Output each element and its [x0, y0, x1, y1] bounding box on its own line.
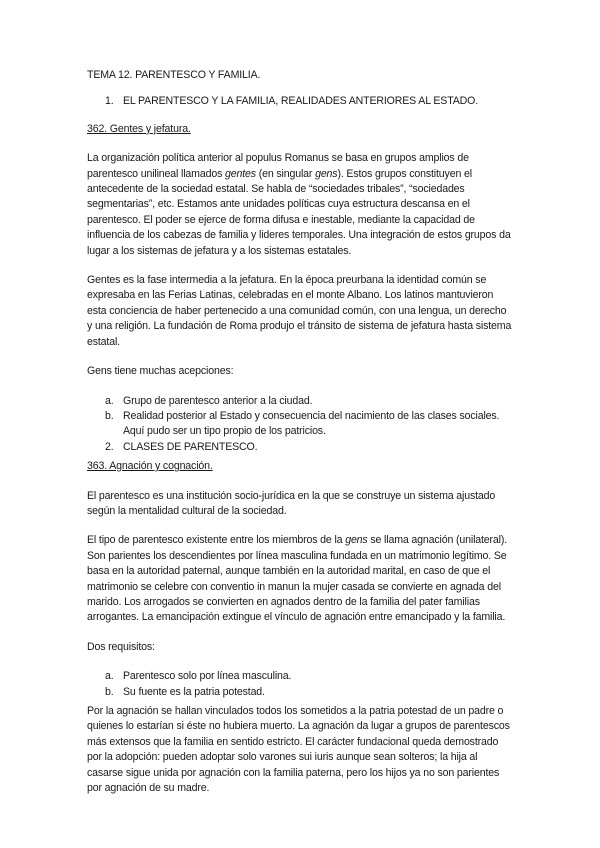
paragraph-acepciones-intro: Gens tiene muchas acepciones: [87, 365, 234, 378]
list-item [105, 685, 514, 700]
paragraph-parentesco: El parentesco es una institución socio-jurídica en la que se construye un sistema ajustado según la mentalidad cultural de la sociedad. [87, 489, 496, 517]
term-gens: gens [315, 167, 338, 180]
paragraph-gentes-part-c: ). Estos grupos constituyen el antecedente de la sociedad estatal. Se habla de “sociedades tribales”, “sociedades segmentarias”, etc. Estamos ante unidades políticas cuya estructura descansa en el parentesco. El poder se ejerce de forma difusa e inestable, mediante la capacidad de influencia de los cabezas de familia y lideres temporales. Una integración de estos grupos da lugar a los sistemas de jefatura y a los sistemas estatales. [87, 167, 511, 257]
list-marker: a. [105, 394, 114, 407]
section-1-label: EL PARENTESCO Y LA FAMILIA, REALIDADES ANTERIORES AL ESTADO. [123, 95, 479, 108]
paragraph-agnacion-part-a: El tipo de parentesco existente entre los miembros de la [87, 534, 346, 547]
list-item [105, 394, 514, 409]
paragraph-gentes [87, 151, 514, 259]
list-item [105, 669, 514, 684]
paragraph-gentes-part-a: La organización política anterior al populus Romanus se basa en grupos amplios de parentesco unilineal llamados [87, 152, 469, 180]
requisitos-list [87, 669, 514, 700]
heading-362: 362. Gentes y jefatura. [87, 122, 191, 135]
paragraph-agnacion [87, 533, 514, 625]
list-marker: a. [105, 670, 114, 683]
paragraph-gentes-part-b: (en singular [255, 167, 316, 180]
list-item-text: Parentesco solo por línea masculina. [123, 670, 292, 683]
list-marker: b. [105, 409, 114, 422]
term-gens: gens [345, 534, 368, 547]
list-item-text: Grupo de parentesco anterior a la ciudad. [123, 394, 313, 407]
list-item [105, 440, 514, 455]
list-item-text: Realidad posterior al Estado y consecuencia del nacimiento de las clases sociales. Aquí pudo ser un tipo propio de los patricios. [123, 409, 500, 438]
section-1-number: 1. [105, 95, 114, 108]
paragraph-vinculacion: Por la agnación se hallan vinculados todos los sometidos a la patria potestad de un padre o quienes lo estarían si éste no hubiera muerto. La agnación da lugar a grupos de parentescos más extensos que la familia en sentido estricto. El carácter fundacional queda demostrado por la adopción: pueden adoptar solo varones sui iuris aunque sean solteros; la hija al casarse sigue unida por agnación con la familia paterna, pero los hijos ya no son parientes por agnación de su madre. [87, 705, 510, 795]
paragraph-agnacion-part-b: se llama agnación (unilateral). Son parientes los descendientes por línea masculina fundada en un matrimonio legítimo. Se basa en la autoridad paternal, aunque también en la autoridad marital, en caso de que el matrimonio se celebre con conventio in manun la mujer casada se convierte en agnada del marido. Los arrogados se convierten en agnados dentro de la familia del pater familias arrogantes. La emancipación extingue el vínculo de agnación entre emancipado y la familia. [87, 534, 508, 624]
acepciones-list [87, 394, 514, 456]
paragraph-requisitos-intro: Dos requisitos: [87, 640, 155, 653]
paragraph-jefatura: Gentes es la fase intermedia a la jefatura. En la época preurbana la identidad común se expresaba en las Ferias Latinas, celebradas en el monte Albano. Los latinos mantuvieron esta conciencia de haber pertenecido a una comunidad común, con una lengua, un derecho y una religión. La fundación de Roma produjo el tránsito de sistema de jefatura hasta sistema estatal. [87, 274, 512, 348]
list-marker: b. [105, 685, 114, 698]
heading-363: 363. Agnación y cognación. [87, 460, 213, 473]
section-1-heading [105, 94, 514, 109]
list-item-text: Su fuente es la patria potestad. [123, 685, 265, 698]
list-marker: 2. [105, 440, 114, 453]
list-item-text: CLASES DE PARENTESCO. [123, 440, 258, 453]
document-title: TEMA 12. PARENTESCO Y FAMILIA. [87, 69, 261, 81]
term-gentes: gentes [225, 167, 256, 180]
list-item [105, 409, 514, 440]
